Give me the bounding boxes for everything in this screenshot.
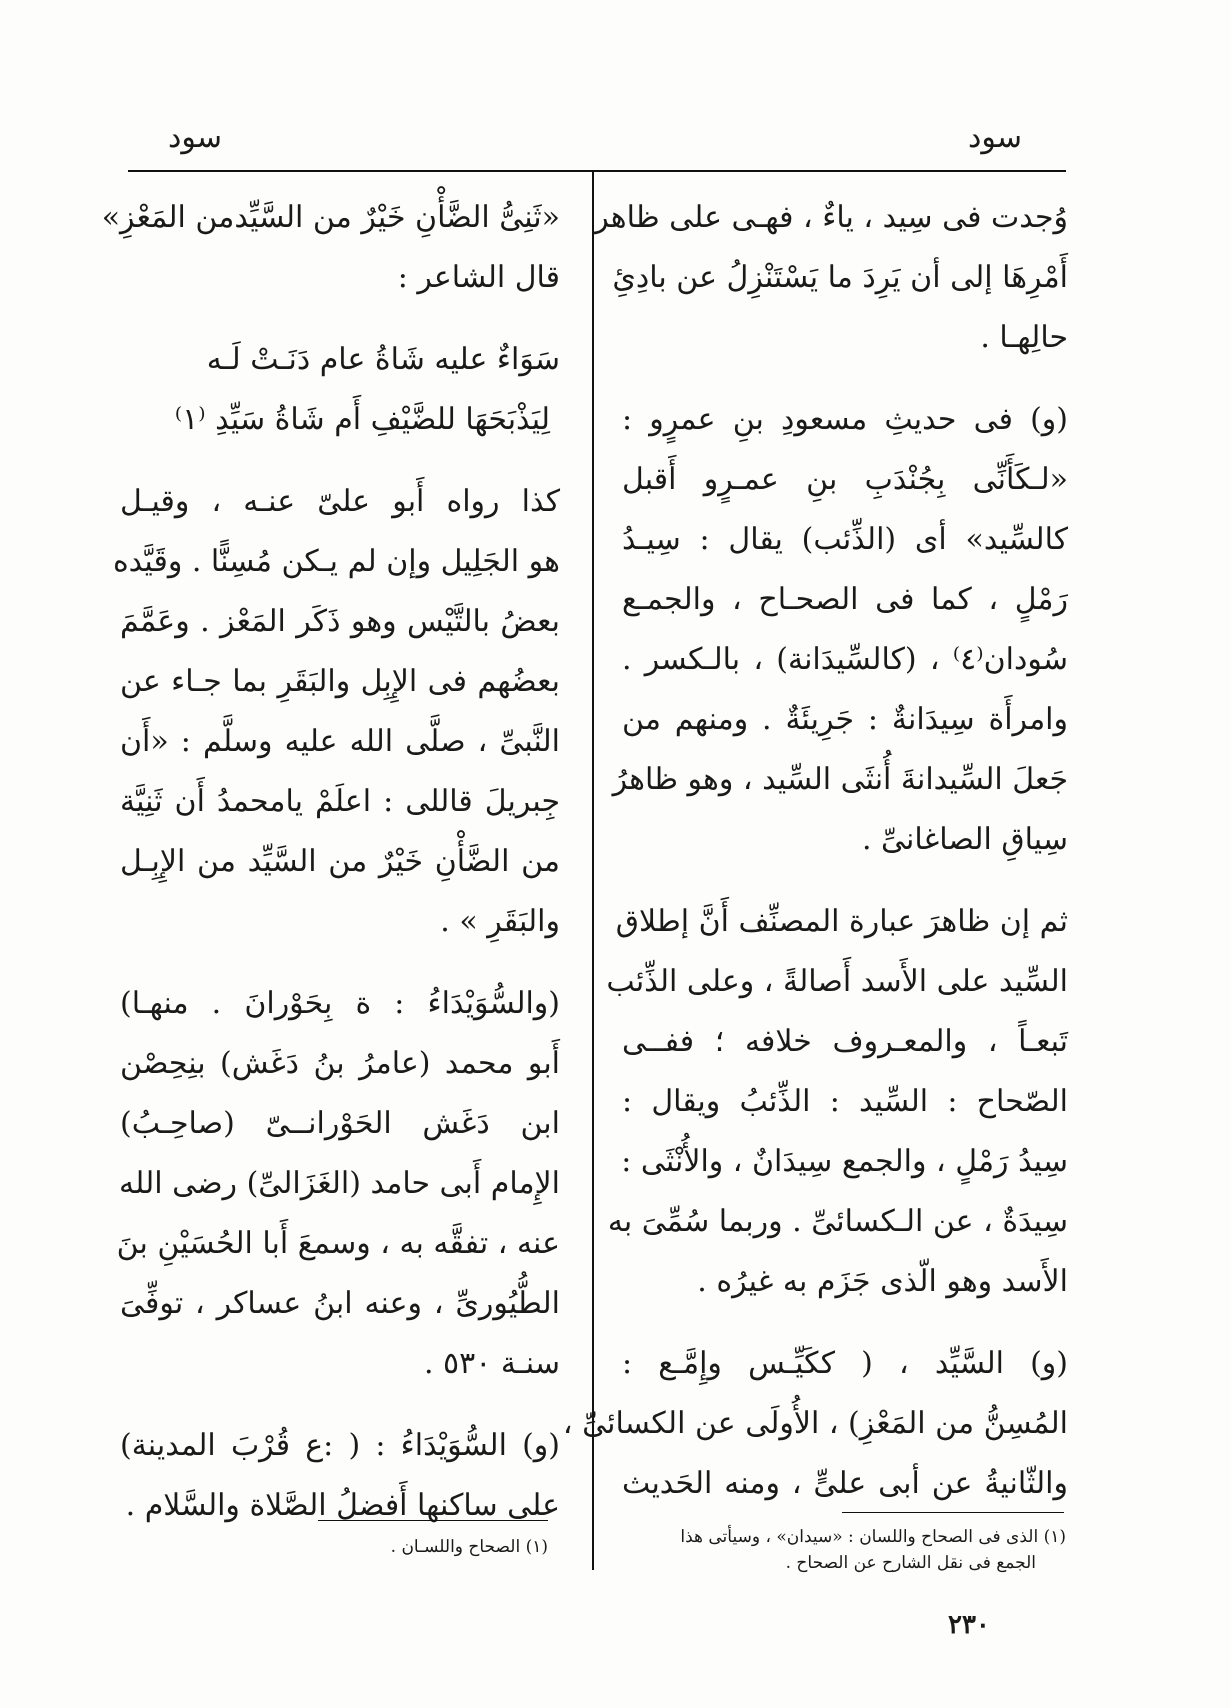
paragraph-gap — [120, 308, 560, 330]
text-line: والبَقَرِ » . — [440, 904, 560, 939]
text-line: (والسُّوَيْدَاءُ : ة بِحَوْرانَ . منهـا) — [120, 986, 560, 1021]
paragraph-gap — [120, 1394, 560, 1416]
text-line: الصّحاح : السِّيد : الذِّئبُ ويقال : — [622, 1084, 1068, 1119]
text-line: (و) السُّوَيْدَاءُ : ( :ع قُرْبَ المدينة) — [120, 1428, 560, 1463]
footnote-left-line: (١) الصحاح واللسـان . — [390, 1537, 548, 1557]
paragraph-gap — [622, 1312, 1068, 1334]
text-line: المُسِنُّ من المَعْزِ) ، الأُولَى عن الكسائىِّ ، — [562, 1406, 1068, 1441]
text-line: تَبعـاً ، والمعـروف خلافه ؛ ففــى — [622, 1024, 1068, 1059]
paragraph-gap — [622, 368, 1068, 390]
verse-line: لِيَذْبَحَهَا للضَّيْفِ أَم شَاةُ سَيِّدِ ⁽١⁾ — [174, 402, 550, 437]
text-line: سِياقِ الصاغانىِّ . — [861, 822, 1068, 857]
header-rule — [128, 170, 1066, 172]
footnote-right-line: (١) الذى فى الصحاح واللسان : «سيدان» ، وسيأتى هذا — [680, 1527, 1066, 1547]
verse-line: سَوَاءٌ عليه شَاةُ عام دَنَـتْ لَـه — [206, 342, 560, 377]
text-line: جَعلَ السِّيدانةَ أُنثَى السِّيد ، وهو ظاهرُ — [612, 762, 1068, 797]
column-divider — [592, 172, 594, 1570]
running-header-left: سود — [168, 120, 222, 155]
text-line: هو الجَلِيل وإن لم يـكن مُسِنًّا . وقَيَّده — [112, 544, 560, 579]
text-line: النَّبىِّ ، صلَّى الله عليه وسلَّم : «أَن — [120, 724, 560, 759]
text-line: (و) فى حديثِ مسعودِ بنِ عمرٍو : — [622, 402, 1068, 437]
text-line: الطُّيُورىِّ ، وعنه ابنُ عساكر ، توفِّىَ — [120, 1286, 560, 1321]
left-text-column — [101, 188, 560, 1536]
paragraph-gap — [120, 952, 560, 974]
text-line: الأَسد وهو الّذى جَزَم به غيرُه . — [697, 1264, 1068, 1299]
running-header-right: سود — [968, 120, 1022, 155]
footnote-right-line: الجمع فى نقل الشارح عن الصحاح . — [785, 1553, 1036, 1573]
paragraph-gap — [622, 870, 1068, 892]
text-line: «لـكَأَنِّى بِجُنْدَبِ بنِ عمـرٍو أَقبل — [622, 462, 1068, 497]
text-line: عنه ، تفقَّه به ، وسمعَ أَبا الحُسَيْنِ بنَ — [116, 1226, 560, 1261]
right-text-column — [562, 188, 1068, 1514]
text-line: على ساكنها أَفضلُ الصَّلاة والسَّلام . — [125, 1488, 560, 1523]
footnote-rule-left — [318, 1520, 548, 1521]
text-line: الإِمام أَبى حامد (الغَزَالىِّ) رضى الله — [119, 1166, 560, 1201]
text-line: وامرأَة سِيدَانةٌ : جَرِيئَةٌ . ومنهم من — [622, 702, 1068, 737]
text-line: من الضَّأْنِ خَيْرٌ من السَّيِّد من الإِبِـل — [120, 844, 560, 879]
text-line: السِّيد على الأَسد أَصالةً ، وعلى الذِّئب — [606, 964, 1068, 999]
text-line: سِيدُ رَمْلٍ ، والجمع سِيدَانٌ ، والأُنْثَى : — [621, 1144, 1068, 1179]
text-line: بعضُهم فى الإِبِل والبَقَرِ بما جـاء عن — [120, 664, 560, 699]
text-line: أَمْرِهَا إلى أن يَرِدَ ما يَسْتَنْزِلُ عن بادِئِ — [612, 260, 1068, 295]
text-line: أَبو محمد (عامرُ بنُ دَغَش) بنِحِصْن — [120, 1046, 560, 1081]
text-line: ابن دَغَش الحَوْرانــىّ (صاحِـبُ) — [120, 1106, 560, 1141]
text-line: والثّانيةُ عن أبى علىٍّ ، ومنه الحَديث — [622, 1466, 1068, 1501]
text-line: حالِهـا . — [980, 320, 1068, 355]
text-line: وُجدت فى سِيد ، ياءٌ ، فهـى على ظاهر — [594, 200, 1068, 235]
text-line: سُودان⁽٤⁾ ، (كالسِّيدَانة) ، بالـكسر . — [622, 642, 1068, 677]
text-line: رَمْلٍ ، كما فى الصحـاح ، والجمـع — [622, 582, 1068, 617]
page-number: ٢٣٠ — [948, 1610, 990, 1640]
text-line: سِيدَةٌ ، عن الـكسائىِّ . وربما سُمِّىَ به — [607, 1204, 1068, 1239]
paragraph-gap — [120, 450, 560, 472]
text-line: «ثَنِىُّ الضَّأْنِ خَيْرٌ من السَّيِّدمن المَعْزِ» — [101, 200, 560, 235]
text-line: بعضُ بالتَّيْس وهو ذَكَر المَعْز . وعَمَّمَ — [120, 604, 560, 639]
text-line: سنـة ٥٣٠ . — [423, 1346, 560, 1381]
text-line: (و) السَّيِّد ، ( ككَيِّـس وإِمَّـع : — [622, 1346, 1068, 1381]
text-line: جِبريلَ قاللى : اعلَمْ يامحمدُ أَن ثَنِيَّة — [120, 784, 560, 819]
text-line: كالسِّيد» أى (الذِّئب) يقال : سِيـدُ — [622, 522, 1068, 557]
text-line: قال الشاعر : — [397, 260, 560, 295]
text-line: كذا رواه أَبو علىّ عنـه ، وقيـل — [120, 484, 560, 519]
footnote-rule-right — [842, 1512, 1064, 1513]
text-line: ثم إن ظاهرَ عبارة المصنِّف أَنَّ إطلاق — [615, 904, 1068, 939]
